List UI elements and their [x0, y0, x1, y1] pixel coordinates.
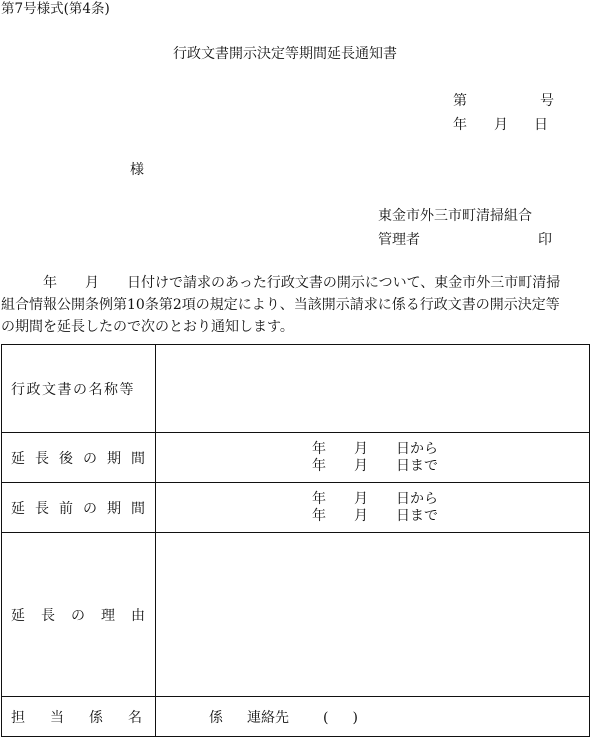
issuer-organization: 東金市外三市町清掃組合 — [378, 208, 532, 224]
number-suffix: 号 — [540, 93, 554, 109]
document-title: 行政文書開示決定等期間延長通知書 — [173, 46, 397, 62]
table-row — [2, 533, 590, 697]
number-prefix: 第 — [453, 93, 467, 109]
notice-body-line: の期間を延長したので次のとおり通知します。 — [1, 319, 294, 335]
extended-period-to: 年 月 日まで — [312, 457, 438, 474]
extension-reason-label: 延長の理由 — [2, 533, 156, 697]
notice-body — [1, 272, 591, 338]
issuer-title-line — [378, 233, 552, 247]
extended-period-label: 延長後の期間 — [2, 433, 156, 483]
table-row — [2, 433, 590, 483]
document-name-label: 行政文書の名称等 — [2, 345, 156, 433]
original-period-value — [156, 483, 590, 533]
seal-mark: 印 — [538, 232, 552, 248]
issue-date-year: 年 — [453, 117, 467, 133]
extended-period-value — [156, 433, 590, 483]
form-number: 第7号様式(第4条) — [1, 1, 110, 17]
extension-reason-value — [156, 533, 590, 697]
issuer-title: 管理者 — [378, 232, 420, 248]
table-row — [2, 697, 590, 737]
notice-body-line: 組合情報公開条例第10条第2項の規定により、当該開示請求に係る行政文書の開示決定等 — [1, 297, 560, 313]
issue-date-line — [453, 118, 548, 132]
addressee: 様 — [130, 162, 144, 178]
responsible-section-value — [156, 697, 590, 737]
contact-label: 連絡先 — [247, 709, 289, 726]
issue-date-day: 日 — [534, 117, 548, 133]
original-period-from: 年 月 日から — [312, 490, 438, 507]
document-name-value — [156, 345, 590, 433]
original-period-to: 年 月 日まで — [312, 507, 438, 524]
original-period-label: 延長前の期間 — [2, 483, 156, 533]
document-number-line — [453, 94, 554, 108]
contact-paren-close: ) — [352, 709, 358, 726]
issue-date-month: 月 — [494, 117, 508, 133]
section-suffix: 係 — [209, 709, 223, 726]
notice-body-line: 年 月 日付けで請求のあった行政文書の開示について、東金市外三市町清掃 — [43, 275, 561, 291]
extended-period-from: 年 月 日から — [312, 440, 438, 457]
extension-details-table — [1, 344, 590, 737]
table-row — [2, 483, 590, 533]
table-row — [2, 345, 590, 433]
responsible-section-label: 担当係名 — [2, 697, 156, 737]
contact-paren-open: ( — [323, 709, 329, 726]
